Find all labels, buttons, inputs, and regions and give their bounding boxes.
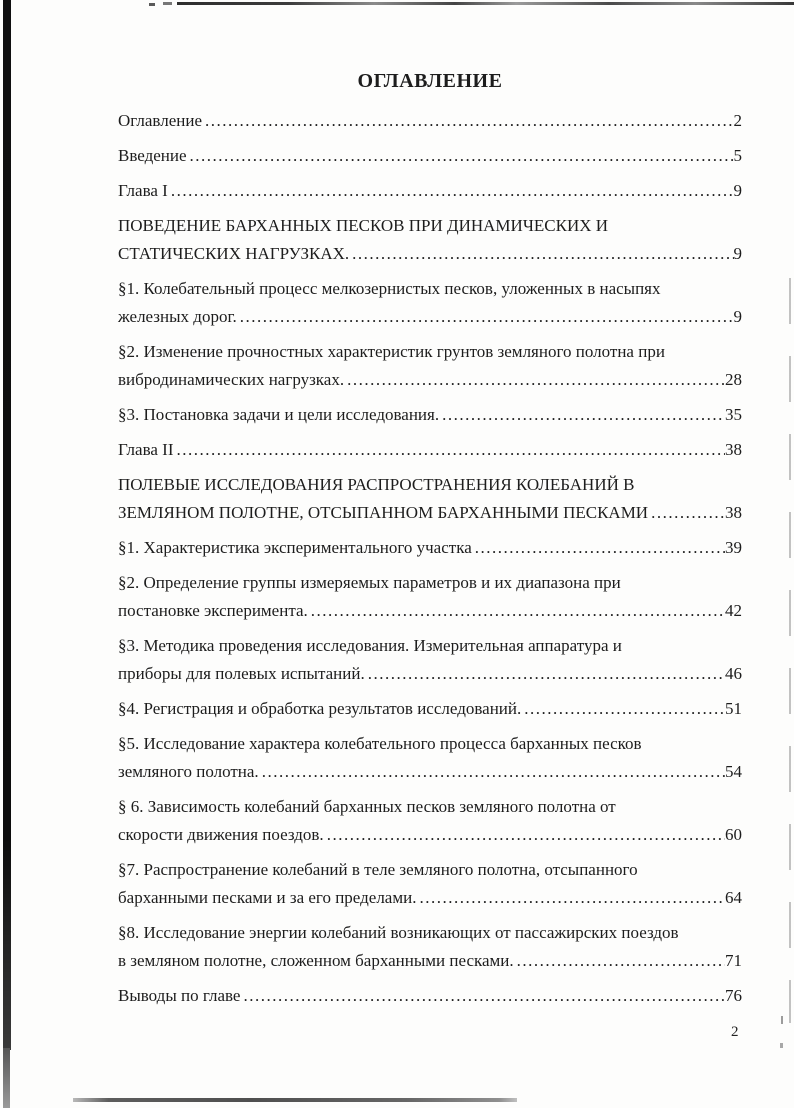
scan-artifact-tick [780,1043,783,1048]
toc-leader-dots [171,177,734,205]
toc-page-number: 38 [725,440,742,459]
toc-leader-dots [262,758,725,786]
toc-entry-text: Глава II [118,440,174,459]
toc-entry-line: §8. Исследование энергии колебаний возникающих от пассажирских поездов [118,923,679,942]
toc-page-number: 39 [725,538,742,557]
toc-entry-last-line [118,534,742,562]
toc-entry [118,919,742,975]
scan-artifact-top-line [177,2,794,5]
toc-entry-last-line [118,982,742,1010]
footer-page-number: 2 [731,1024,739,1040]
scan-artifact-speck [149,3,155,6]
scan-artifact-speck [163,2,172,5]
toc-entry-text: Выводы по главе [118,986,241,1005]
toc-entry [118,212,742,268]
toc-entry-text: Глава I [118,181,168,200]
page-content [118,70,742,1017]
toc-entry-text: Введение [118,146,187,165]
toc-entry-line: §7. Распространение колебаний в теле земляного полотна, отсыпанного [118,860,638,879]
toc-leader-dots [240,303,734,331]
toc-entry [118,569,742,625]
toc-entry-last-line [118,499,742,527]
toc-entry-text: в земляном полотне, сложенном барханными песками. [118,951,514,970]
toc-leader-dots [524,695,725,723]
toc-entry-line: §2. Определение группы измеряемых параметров и их диапазона при [118,573,621,592]
toc-entry [118,534,742,562]
toc-entry-line: § 6. Зависимость колебаний барханных песков земляного полотна от [118,797,616,816]
toc-page-number: 9 [733,181,742,200]
toc-page-number: 38 [725,503,742,522]
toc-leader-dots [419,884,725,912]
toc-entry-text: постановке эксперимента. [118,601,308,620]
toc-entry-first-lines [118,632,742,660]
scan-artifact-left-bar [3,0,11,1050]
toc-entry-first-lines [118,471,742,499]
toc-page-number: 9 [733,244,742,263]
toc-entry-text: ЗЕМЛЯНОМ ПОЛОТНЕ, ОТСЫПАННОМ БАРХАННЫМИ ПЕСКАМИ [118,503,649,522]
scan-artifact-tick [781,1016,783,1024]
page-title: ОГЛАВЛЕНИЕ [357,70,503,92]
toc-leader-dots [352,240,733,268]
toc-page-number: 71 [725,951,742,970]
toc-leader-dots [190,142,734,170]
toc-entry [118,982,742,1010]
toc-entry-last-line [118,107,742,135]
toc-entry-first-lines [118,275,742,303]
toc-page-number: 28 [725,370,742,389]
toc-entry-last-line [118,660,742,688]
toc-entry [118,793,742,849]
toc-entry [118,177,742,205]
toc-page-number: 46 [725,664,742,683]
toc-entry-text: приборы для полевых испытаний. [118,664,365,683]
toc-entry-line: §5. Исследование характера колебательного процесса барханных песков [118,734,642,753]
toc-leader-dots [651,499,725,527]
toc-entry-last-line [118,142,742,170]
scan-artifact-right-edge [789,278,791,1023]
toc-page-number: 9 [733,307,742,326]
toc-entry-last-line [118,758,742,786]
toc-entry-last-line [118,436,742,464]
toc-page-number: 64 [725,888,742,907]
toc-entry-text: земляного полотна. [118,762,259,781]
toc-leader-dots [347,366,725,394]
toc-entry [118,436,742,464]
scan-artifact-bottom-line [73,1098,517,1102]
toc-leader-dots [243,982,725,1010]
toc-leader-dots [177,436,726,464]
toc-entry [118,338,742,394]
toc-page-number: 60 [725,825,742,844]
toc-entry-last-line [118,597,742,625]
toc-entry-text: барханными песками и за его пределами. [118,888,417,907]
toc-entry-text: §1. Характеристика экспериментального участка [118,538,472,557]
toc-entry-line: ПОЛЕВЫЕ ИССЛЕДОВАНИЯ РАСПРОСТРАНЕНИЯ КОЛЕБАНИЙ В [118,475,635,494]
toc-leader-dots [368,660,725,688]
toc-entry-text: §3. Постановка задачи и цели исследования. [118,405,440,424]
toc-entry-text: железных дорог. [118,307,237,326]
toc-entry-line: ПОВЕДЕНИЕ БАРХАННЫХ ПЕСКОВ ПРИ ДИНАМИЧЕСКИХ И [118,216,609,235]
toc-entry-last-line [118,366,742,394]
toc-entry [118,856,742,912]
toc-entry [118,107,742,135]
toc-entry-text: скорости движения поездов. [118,825,324,844]
toc-list [118,107,742,1010]
toc-entry [118,632,742,688]
toc-page-number: 76 [725,986,742,1005]
toc-entry-first-lines [118,793,742,821]
toc-entry-line: §2. Изменение прочностных характеристик грунтов земляного полотна при [118,342,665,361]
toc-entry-first-lines [118,569,742,597]
toc-entry-text: вибродинамических нагрузках. [118,370,345,389]
toc-entry-first-lines [118,730,742,758]
toc-page-number: 35 [725,405,742,424]
toc-entry-line: §1. Колебательный процесс мелкозернистых песков, уложенных в насыпях [118,279,661,298]
toc-entry-line: §3. Методика проведения исследования. Измерительная аппаратура и [118,636,622,655]
toc-entry-first-lines [118,212,742,240]
toc-entry [118,695,742,723]
toc-page-number: 42 [725,601,742,620]
toc-leader-dots [311,597,725,625]
toc-page-number: 51 [725,699,742,718]
toc-entry-last-line [118,401,742,429]
toc-page-number: 5 [733,146,742,165]
toc-leader-dots [205,107,734,135]
toc-page-number: 2 [733,111,742,130]
toc-entry-last-line [118,821,742,849]
toc-leader-dots [517,947,725,975]
toc-entry-last-line [118,884,742,912]
toc-entry-text: §4. Регистрация и обработка результатов исследований. [118,699,522,718]
scan-artifact-left-bar-fade [3,1048,10,1108]
toc-leader-dots [327,821,725,849]
toc-entry-last-line [118,695,742,723]
toc-leader-dots [475,534,725,562]
toc-entry-last-line [118,947,742,975]
toc-entry-first-lines [118,338,742,366]
toc-page-number: 54 [725,762,742,781]
toc-entry-text: СТАТИЧЕСКИХ НАГРУЗКАХ. [118,244,350,263]
toc-entry-first-lines [118,919,742,947]
toc-entry-first-lines [118,856,742,884]
toc-leader-dots [442,401,725,429]
toc-entry [118,730,742,786]
toc-entry-last-line [118,303,742,331]
toc-entry-text: Оглавление [118,111,202,130]
toc-entry [118,471,742,527]
toc-entry [118,275,742,331]
toc-entry-last-line [118,177,742,205]
toc-entry [118,142,742,170]
toc-entry-last-line [118,240,742,268]
toc-entry [118,401,742,429]
